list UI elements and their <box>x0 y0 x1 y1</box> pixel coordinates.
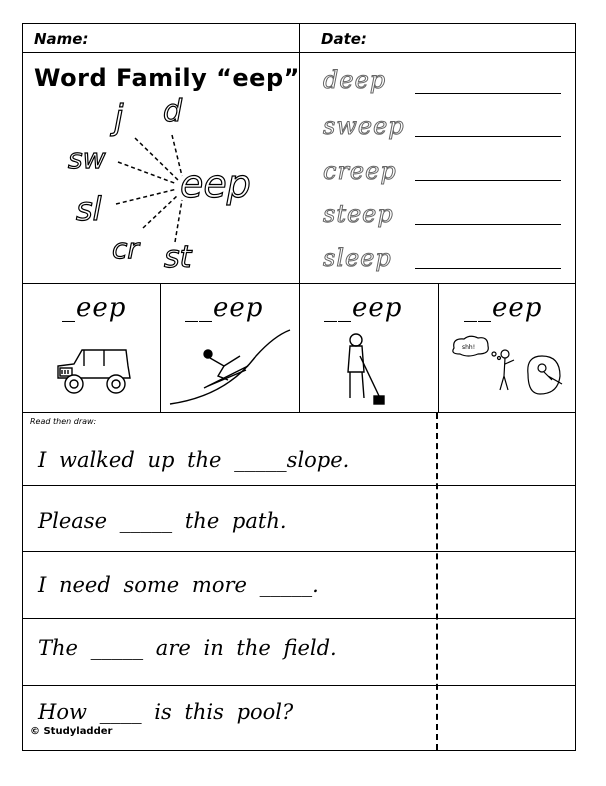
sentence-4: The _____ are in the field. <box>38 636 337 660</box>
bubble-text: shh! <box>462 344 476 351</box>
write-line <box>415 180 561 181</box>
sentence-rule <box>22 618 576 619</box>
picture-row-bottom-rule <box>22 412 576 413</box>
trace-word: sleep <box>323 244 392 272</box>
picture-divider <box>438 283 439 413</box>
word-family-title: Word Family “eep” <box>34 64 300 92</box>
family-ending: eep <box>180 162 251 206</box>
trace-word: sweep <box>323 112 405 140</box>
trace-word: creep <box>323 157 397 185</box>
onset-sl: sl <box>76 190 102 228</box>
sweeper-picture <box>340 332 390 408</box>
sentence-2: Please _____ the path. <box>38 509 287 533</box>
sentence-5: How ____ is this pool? <box>38 700 294 724</box>
jeep-picture <box>52 342 134 398</box>
onset-d: d <box>163 94 183 129</box>
onset-j: j <box>114 98 124 138</box>
sentence-3: I need some more _____. <box>38 573 319 597</box>
sentence-1: I walked up the _____slope. <box>38 448 350 472</box>
picture-label-sleep: __eep <box>464 293 543 323</box>
onset-st: st <box>164 240 192 275</box>
picture-label-sweep: __eep <box>324 293 403 323</box>
drawing-divider <box>436 413 438 750</box>
date-label: Date: <box>321 30 367 48</box>
instructions-label: Read then draw: <box>30 417 97 426</box>
write-line <box>415 268 561 269</box>
header-divider <box>299 23 300 283</box>
trace-word: steep <box>323 200 394 228</box>
sleep-picture <box>448 334 572 402</box>
write-line <box>415 224 561 225</box>
write-line <box>415 93 561 94</box>
picture-label-jeep: _eep <box>62 293 127 323</box>
sentence-rule <box>22 551 576 552</box>
picture-divider <box>160 283 161 413</box>
sentence-rule <box>22 485 576 486</box>
sentence-rule <box>22 685 576 686</box>
picture-divider <box>299 283 300 413</box>
trace-word: deep <box>323 66 387 94</box>
onset-sw: sw <box>68 142 106 175</box>
picture-label-ski: __eep <box>185 293 264 323</box>
name-label: Name: <box>34 30 89 48</box>
header-bottom-rule <box>22 52 576 53</box>
copyright-footer: © Studyladder <box>30 726 113 737</box>
onset-cr: cr <box>112 232 139 265</box>
write-line <box>415 136 561 137</box>
skier-picture <box>166 326 294 408</box>
